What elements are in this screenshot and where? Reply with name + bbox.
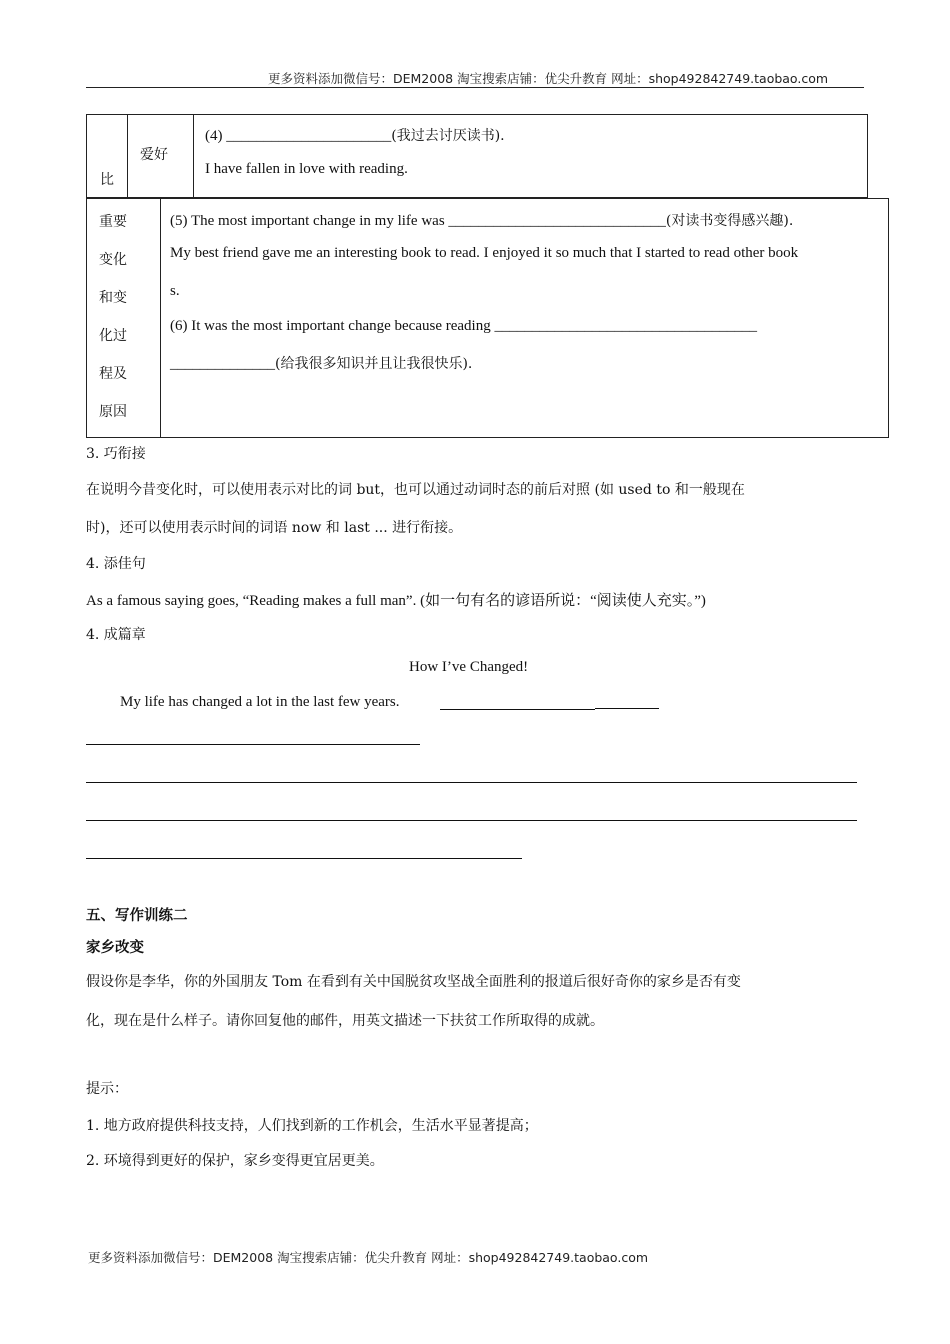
writing-line bbox=[440, 709, 595, 710]
section-title: 4. 成篇章 bbox=[86, 627, 146, 643]
famous-saying: As a famous saying goes, “Reading makes a full man”. (如一句有名的谚语所说：“阅读使人充实。”) bbox=[86, 593, 706, 609]
writing-line bbox=[86, 782, 857, 783]
page-header-text: 更多资料添加微信号：DEM2008 淘宝搜索店铺：优尖升教育 网址：shop492842749.taobao.com bbox=[268, 71, 829, 86]
task-line: 假设你是李华，你的外国朋友 Tom 在看到有关中国脱贫攻坚战全面胜利的报道后很好奇你的家乡是否有变 bbox=[86, 974, 741, 990]
hobby-table bbox=[86, 114, 868, 198]
change-label-6: 原因 bbox=[99, 404, 127, 420]
sample-sentence-cont: s. bbox=[170, 283, 180, 299]
essay-opening: My life has changed a lot in the last few years. bbox=[120, 694, 400, 710]
task-line: 化，现在是什么样子。请你回复他的邮件，用英文描述一下扶贫工作所取得的成就。 bbox=[86, 1013, 604, 1029]
table-divider bbox=[127, 115, 128, 197]
sample-sentence: My best friend gave me an interesting book to read. I enjoyed it so much that I started to read other book bbox=[170, 245, 799, 261]
sample-sentence: I have fallen in love with reading. bbox=[205, 161, 408, 177]
change-label-5: 程及 bbox=[99, 366, 127, 382]
section-title: 3. 巧衔接 bbox=[86, 446, 146, 462]
hobby-label: 爱好 bbox=[140, 147, 168, 163]
page-footer-text: 更多资料添加微信号：DEM2008 淘宝搜索店铺：优尖升教育 网址：shop492842749.taobao.com bbox=[88, 1250, 649, 1265]
writing-line bbox=[86, 744, 420, 745]
part-heading: 五、写作训练二 bbox=[86, 908, 188, 924]
paragraph-line: 在说明今昔变化时，可以使用表示对比的词 but，也可以通过动词时态的前后对照 (如 used to 和一般现在 bbox=[86, 482, 745, 498]
hint-item: 1. 地方政府提供科技支持，人们找到新的工作机会，生活水平显著提高； bbox=[86, 1118, 538, 1134]
change-label-1: 重要 bbox=[99, 214, 127, 230]
writing-line bbox=[86, 858, 522, 859]
change-table bbox=[86, 198, 889, 438]
change-label-3: 和变 bbox=[99, 290, 127, 306]
writing-line bbox=[86, 820, 857, 821]
hint-item: 2. 环境得到更好的保护，家乡变得更宜居更美。 bbox=[86, 1153, 384, 1169]
hint-label: 提示： bbox=[86, 1081, 128, 1097]
change-label-2: 变化 bbox=[99, 252, 127, 268]
table-divider bbox=[160, 199, 161, 437]
table-row-label: 比 bbox=[100, 172, 114, 188]
essay-title: How I’ve Changed! bbox=[409, 659, 529, 675]
writing-line bbox=[595, 708, 659, 709]
answer-line-6: (6) It was the most important change because reading ___________________________________ bbox=[170, 318, 757, 334]
table-divider bbox=[193, 115, 194, 197]
paragraph-line: 时)，还可以使用表示时间的词语 now 和 last ... 进行衔接。 bbox=[86, 520, 463, 536]
section-title: 4. 添佳句 bbox=[86, 556, 146, 572]
answer-line-4: (4) ______________________(我过去讨厌读书). bbox=[205, 128, 505, 144]
header-divider bbox=[86, 87, 864, 88]
topic-heading: 家乡改变 bbox=[86, 940, 144, 956]
answer-line-6-cont: ______________(给我很多知识并且让我很快乐). bbox=[170, 356, 473, 372]
change-label-4: 化过 bbox=[99, 328, 127, 344]
answer-line-5: (5) The most important change in my life was _____________________________(对读书变得感兴趣). bbox=[170, 213, 794, 229]
